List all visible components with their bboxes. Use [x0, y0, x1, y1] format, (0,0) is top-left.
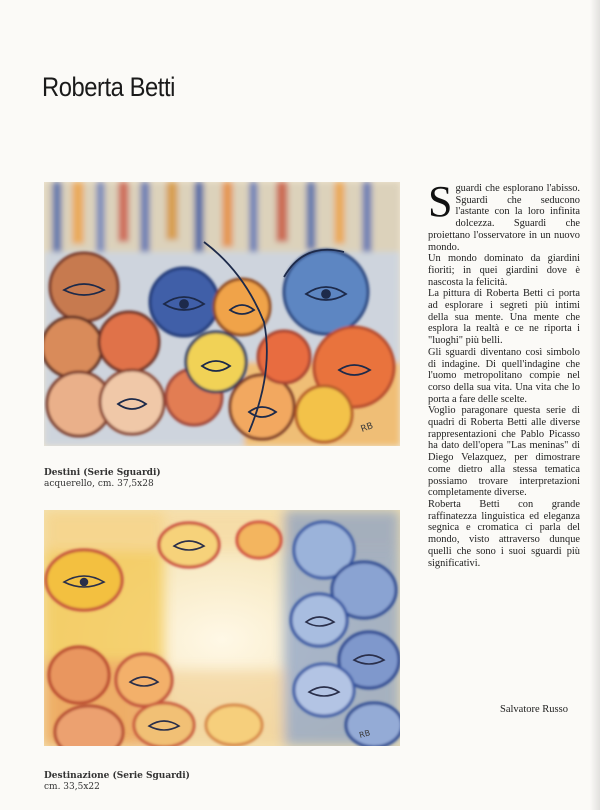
essay-paragraph: Roberta Betti con grande raffinatezza linguistica ed eleganza segnica e cromatica ci parla del mondo, visto attraverso dunque quelli che sono i suoi sguardi più significativi. — [428, 498, 580, 569]
essay-signature: Salvatore Russo — [500, 704, 568, 715]
painting-destinazione — [44, 510, 400, 746]
essay-paragraph: La pittura di Roberta Betti ci porta ad esplorare i segreti più intimi della sua mente. Una mente che esplora la realtà e ce ne riporta i "luoghi" più belli. — [428, 288, 580, 347]
painting-title: Destini (Serie Sguardi) — [44, 468, 161, 478]
page-spine-shadow — [590, 0, 600, 810]
essay-paragraph — [428, 177, 580, 253]
painting-title: Destinazione (Serie Sguardi) — [44, 771, 190, 781]
artist-name: Roberta Betti — [42, 72, 175, 102]
svg-text:RB: RB — [358, 728, 372, 740]
essay-paragraph-text: guardi che esplorano l'abisso. Sguardi che seducono l'astante con la loro infinita dolcezza. Sguardi che proiettano l'osservatore in un nuovo mondo. — [428, 183, 580, 253]
svg-text:RB: RB — [359, 421, 375, 435]
essay-paragraph: Gli sguardi diventano così simbolo di indagine. Di quell'indagine che l'uomo metropolitano compie nel corso della sua vita. Una vita che lo porta a fare delle scelte. — [428, 346, 580, 405]
painting-details: cm. 33,5x22 — [44, 782, 100, 792]
painting-destini — [44, 182, 400, 446]
caption-destini — [44, 468, 161, 490]
essay-paragraph: Un mondo dominato da giardini fioriti; in quei giardini dove è nascosta la felicità. — [428, 253, 580, 288]
essay-paragraph: Voglio paragonare questa serie di quadri di Roberta Betti alle diverse rappresentazioni che Pablo Picasso ha dato dell'opera "Las meninas" di Diego Velazquez, per dimostrare come dietro alla stessa tematica possiamo trovare interpretazioni completamente diverse. — [428, 405, 580, 499]
caption-destinazione — [44, 771, 190, 793]
drop-cap: S — [428, 177, 453, 226]
painting-details: acquerello, cm. 37,5x28 — [44, 479, 154, 489]
essay-text — [428, 177, 580, 569]
